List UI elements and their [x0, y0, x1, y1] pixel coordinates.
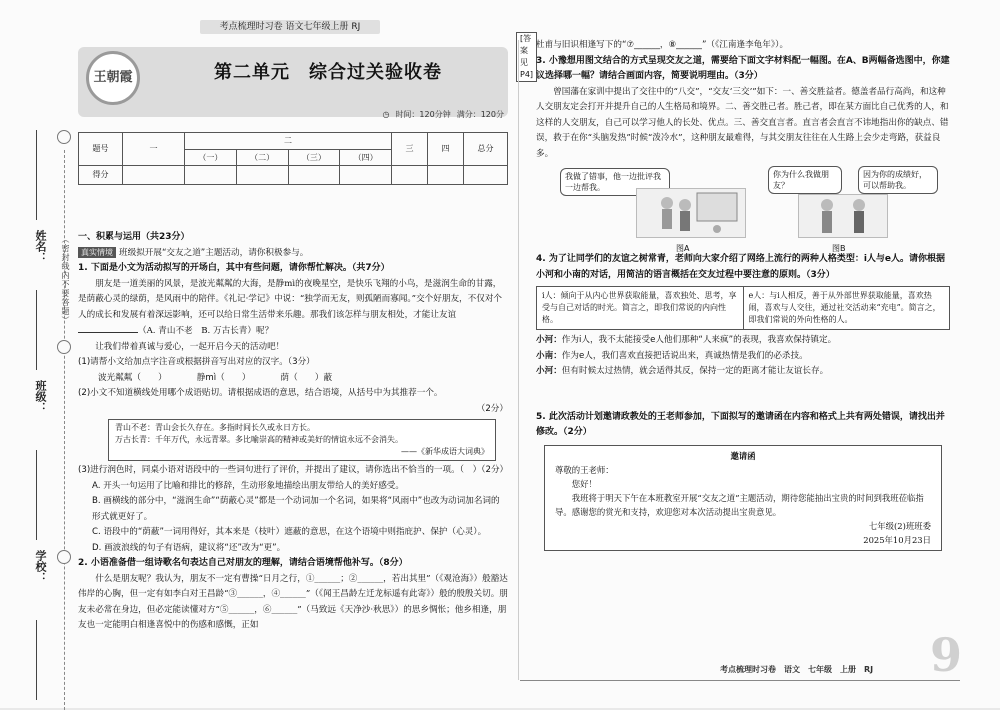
personality-types	[536, 286, 950, 330]
binding-hole-icon	[57, 550, 71, 564]
score-subheader: （三）	[288, 149, 340, 166]
seal-note: （密封线内不要答题）	[61, 235, 70, 325]
footer-rule	[520, 680, 960, 681]
class-line	[36, 450, 37, 540]
dialogue-line	[536, 364, 950, 380]
invitation-date: 2025年10月23日	[863, 534, 931, 545]
pinyin-item[interactable]: 静mì（ ）	[196, 372, 251, 383]
score-cell[interactable]	[428, 166, 464, 185]
page-title: 第二单元 综合过关验收卷	[214, 62, 442, 83]
dictionary-entry: 青山不老：青山会长久存在。多指时间长久或永日方长。	[115, 423, 315, 432]
passage-closing: 让我们带着真诚与爱心，一起开启今天的活动吧！	[95, 341, 285, 352]
score-header: 四	[428, 133, 464, 166]
section-heading: 一、积累与运用（共23分）	[78, 232, 190, 242]
question-1: 1. 下面是小文为活动拟写的开场白，其中有些问题，请你帮忙解决。（共7分）	[78, 263, 390, 273]
class-label: 班级：	[34, 380, 47, 413]
score-cell[interactable]	[464, 166, 508, 185]
part-one	[78, 230, 508, 634]
score-cell[interactable]	[185, 166, 237, 185]
question-4: 4. 为了让同学们的友谊之树常青，老师向大家介绍了网络上流行的两种人格类型：i人与e人。请你根据小河和小南的对话，用简洁的语言概括在交友过程中要注意的原则。（3分）	[536, 254, 946, 280]
figure-b-image	[798, 194, 888, 238]
name-line	[36, 130, 37, 220]
scenario-tag: 真实情境	[78, 247, 116, 258]
scenario-line	[78, 246, 508, 262]
question-2-text: 什么是朋友呢？我认为，朋友不一定有曹操“日月之行，①______；②______，若出其里”（《观沧海》）般豁达伟岸的心胸，但一定有如李白对王昌龄“③______，④______”（《闻王昌龄左迁龙标遥有此寄》）般的殷殷关切。朋友未必常在身边，但必定能读懂对方“⑤______，⑥______”（马致远《天净沙·秋思》）的思乡惆怅；他乡相逢，朋友也一定能明白相逢喜悦中的伤感和感慨，正如	[78, 573, 508, 630]
dictionary-box	[108, 419, 496, 461]
question-3: 3. 小豫想用图文结合的方式呈现交友之道，需要给下面文字材料配一幅图。在A、B两幅备选图中，你建议选择哪一幅？请结合画面内容，简要说明理由。（3分）	[536, 55, 950, 81]
question-1-1: (1)请帮小文给加点字注音或根据拼音写出对应的汉字。（3分）	[78, 357, 315, 367]
passage-end: （A. 青山不老 B. 万古长青）呢？	[138, 326, 274, 336]
dictionary-source: ——《新华成语大词典》	[401, 447, 489, 456]
question-1-2: (2)小文不知道横线处用哪个成语贴切。请根据成语的意思，结合语境，从括号中为其推荐一个。	[78, 388, 443, 398]
speaker: 小河：	[536, 366, 562, 376]
question-2: 2. 小语准备借一组诗歌名句表达自己对朋友的理解，请结合语境帮他补写。（8分）	[78, 558, 408, 568]
binding-hole-icon	[57, 340, 71, 354]
dialogue-line	[536, 349, 950, 365]
score-header: 三	[392, 133, 428, 166]
score-header: 二	[185, 133, 392, 150]
question-2-continued: 杜甫与旧识相逢写下的“⑦______，⑧______”（《江南逢李龟年》）。	[536, 40, 789, 50]
score-cell[interactable]	[236, 166, 288, 185]
score-row-label: 得分	[79, 166, 123, 185]
pinyin-item[interactable]: 荫（ ）蔽	[280, 372, 333, 383]
pinyin-item[interactable]: 波光粼粼（ ）	[98, 372, 167, 383]
name-line-2	[36, 290, 37, 370]
score-header: 总分	[464, 133, 508, 166]
invitation-body: 我班将于明天下午在本班教室开展“交友之道”主题活动，期待您能抽出宝贵的时间到我班莅临指导。感谢您的赏光和支持，欢迎您对本次活动提出宝贵意见。	[555, 492, 924, 517]
answer-reference: [答案见P4]	[516, 32, 537, 82]
clock-icon: ◷	[382, 110, 390, 119]
score-subheader: （二）	[236, 149, 288, 166]
speaker: 小南：	[536, 350, 562, 361]
figure-b-speech-2: 因为你的成绩好，可以帮助我。	[858, 166, 938, 194]
question-3-text: 曾国藩在家训中提出了交往中的“八交”，“交友‘三交’”如下：一、善交胜益者。德盖者品行高尚，和这种人交朋友定会打开并提升自己的人生格局和境界。二、善交胜己者。胜己者，即在某方面比自己优秀的人，和这样的人交朋友，自己可以学习他人的长处、优点。三、善交直言者。直言者会直言不讳地指出你的缺点、错误，救于在你“头脑发热”时候“泼冷水”，这种朋友最难得，与其交朋友往往在人生路上会少走弯路，获益良多。	[536, 86, 949, 159]
invitation-letter	[544, 445, 942, 551]
school-label: 学校：	[34, 550, 47, 583]
score-cell[interactable]	[392, 166, 428, 185]
invitation-hello: 您好！	[571, 478, 597, 489]
classroom-scene-icon	[637, 189, 745, 237]
answer-space[interactable]	[536, 380, 950, 410]
option-b[interactable]: B. 画横线的部分中，“滋润生命”“荫蔽心灵”都是一个动词加一个名词，如果将“风雨中”也改为动词加名词的形式就更好了。	[92, 496, 500, 522]
e-type-desc: e人：与i人相反，善于从外部世界获取能量，喜欢热闹，喜欢与人交往，通过社交活动来“充电”。简言之，即我们常说的外向性格的人。	[748, 291, 941, 324]
i-type-desc: i人：倾向于从内心世界获取能量，喜欢独处、思考，享受与自己对话的时光。简言之，即我们常说的内向性格。	[537, 287, 744, 329]
figure-a-speech: 我做了错事，他一边批评我一边帮我。	[560, 168, 670, 196]
score-cell[interactable]	[340, 166, 392, 185]
school-line	[36, 620, 37, 700]
pinyin-row	[78, 371, 508, 387]
column-divider	[518, 40, 519, 680]
score-cell[interactable]	[123, 166, 185, 185]
option-d[interactable]: D. 画波浪线的句子有语病，建议将“还”改为“更”。	[92, 542, 286, 553]
answer-blank[interactable]	[78, 323, 138, 333]
dictionary-entry: 万古长青：千年万代，永远青翠。多比喻崇高的精神或美好的情谊永远不会消失。	[115, 435, 403, 444]
figure-a-image	[636, 188, 746, 238]
dialogue-text: 作为e人，我们喜欢直接把话说出来，真诚热情是我们的必杀技。	[561, 350, 808, 361]
score-cell[interactable]	[288, 166, 340, 185]
dialogue-text: 作为i人，我不太能接受e人他们那种“人来疯”的表现，我喜欢保持镇定。	[561, 335, 837, 345]
invitation-title: 邀请函	[730, 450, 756, 461]
score-header: 一	[123, 133, 185, 166]
page-number: 9	[930, 628, 963, 682]
figure-a-label: 图A	[676, 244, 690, 253]
footer-text: 考点梳理时习卷 语文 七年级 上册 RJ	[720, 665, 874, 674]
header-band: 考点梳理时习卷 语文七年级上册 RJ	[200, 20, 380, 34]
score-subheader: （一）	[185, 149, 237, 166]
figure-b-speech-1: 你为什么我做朋友？	[768, 166, 842, 194]
brand-logo: 王朝霞	[86, 51, 140, 105]
passage-text: 朋友是一道美丽的风景，是波光粼粼的大海，是静mì的夜晚星空，是快乐飞翔的小鸟，是滋润生命的甘露，是荫蔽心灵的绿荫，是风雨中的陪伴。《礼记·学记》中说：“独学而无友，则孤陋而寡闻。”交个好朋友，不仅对个人的成长和发展有着深远影响，还可以给日常生活带来乐趣。那我们该怎样与朋友相处，才能让友谊	[78, 278, 503, 320]
figure-row	[536, 164, 950, 253]
passage	[78, 277, 508, 340]
score-subheader: （四）	[340, 149, 392, 166]
option-a[interactable]: A. 开头一句运用了比喻和排比的修辞，生动形象地描绘出朋友带给人的美好感受。	[92, 480, 404, 491]
dialogue-line	[536, 333, 950, 349]
scenario-text: 班级拟开展“交友之道”主题活动，请你积极参与。	[119, 247, 309, 258]
question-1-2-score: （2分）	[476, 403, 508, 414]
dialogue-text: 但有时候太过热情，就会适得其反，保持一定的距离才能让友谊长存。	[561, 366, 829, 376]
right-column	[536, 38, 950, 555]
question-1-3: (3)进行润色时，同桌小语对语段中的一些词句进行了评价，并提出了建议，请你选出不恰当的一项。（ ）（2分）	[78, 465, 509, 475]
binding-margin	[0, 30, 72, 700]
score-table	[78, 132, 508, 185]
two-students-icon	[799, 195, 887, 237]
full-score: 满分：120分	[456, 110, 504, 119]
invitation-greeting: 尊敬的王老师：	[555, 464, 614, 475]
time-limit: 时间：120分钟	[395, 110, 451, 119]
figure-b-label: 图B	[832, 244, 846, 253]
name-label: 姓名：	[34, 230, 47, 263]
score-header: 题号	[79, 133, 123, 166]
option-c[interactable]: C. 语段中的“荫蔽”一词用得好，其本来是（枝叶）遮蔽的意思，在这个语境中则指庇护、保护（心灵）。	[92, 527, 487, 537]
binding-hole-icon	[57, 130, 71, 144]
question-5: 5. 此次活动计划邀请政教处的王老师参加，下面拟写的邀请函在内容和格式上共有两处错误，请找出并修改。（2分）	[536, 411, 945, 437]
speaker: 小河：	[536, 335, 562, 345]
seal-line	[64, 150, 65, 710]
invitation-sender: 七年级(2)班班委	[868, 520, 931, 531]
time-score-line	[376, 107, 504, 123]
